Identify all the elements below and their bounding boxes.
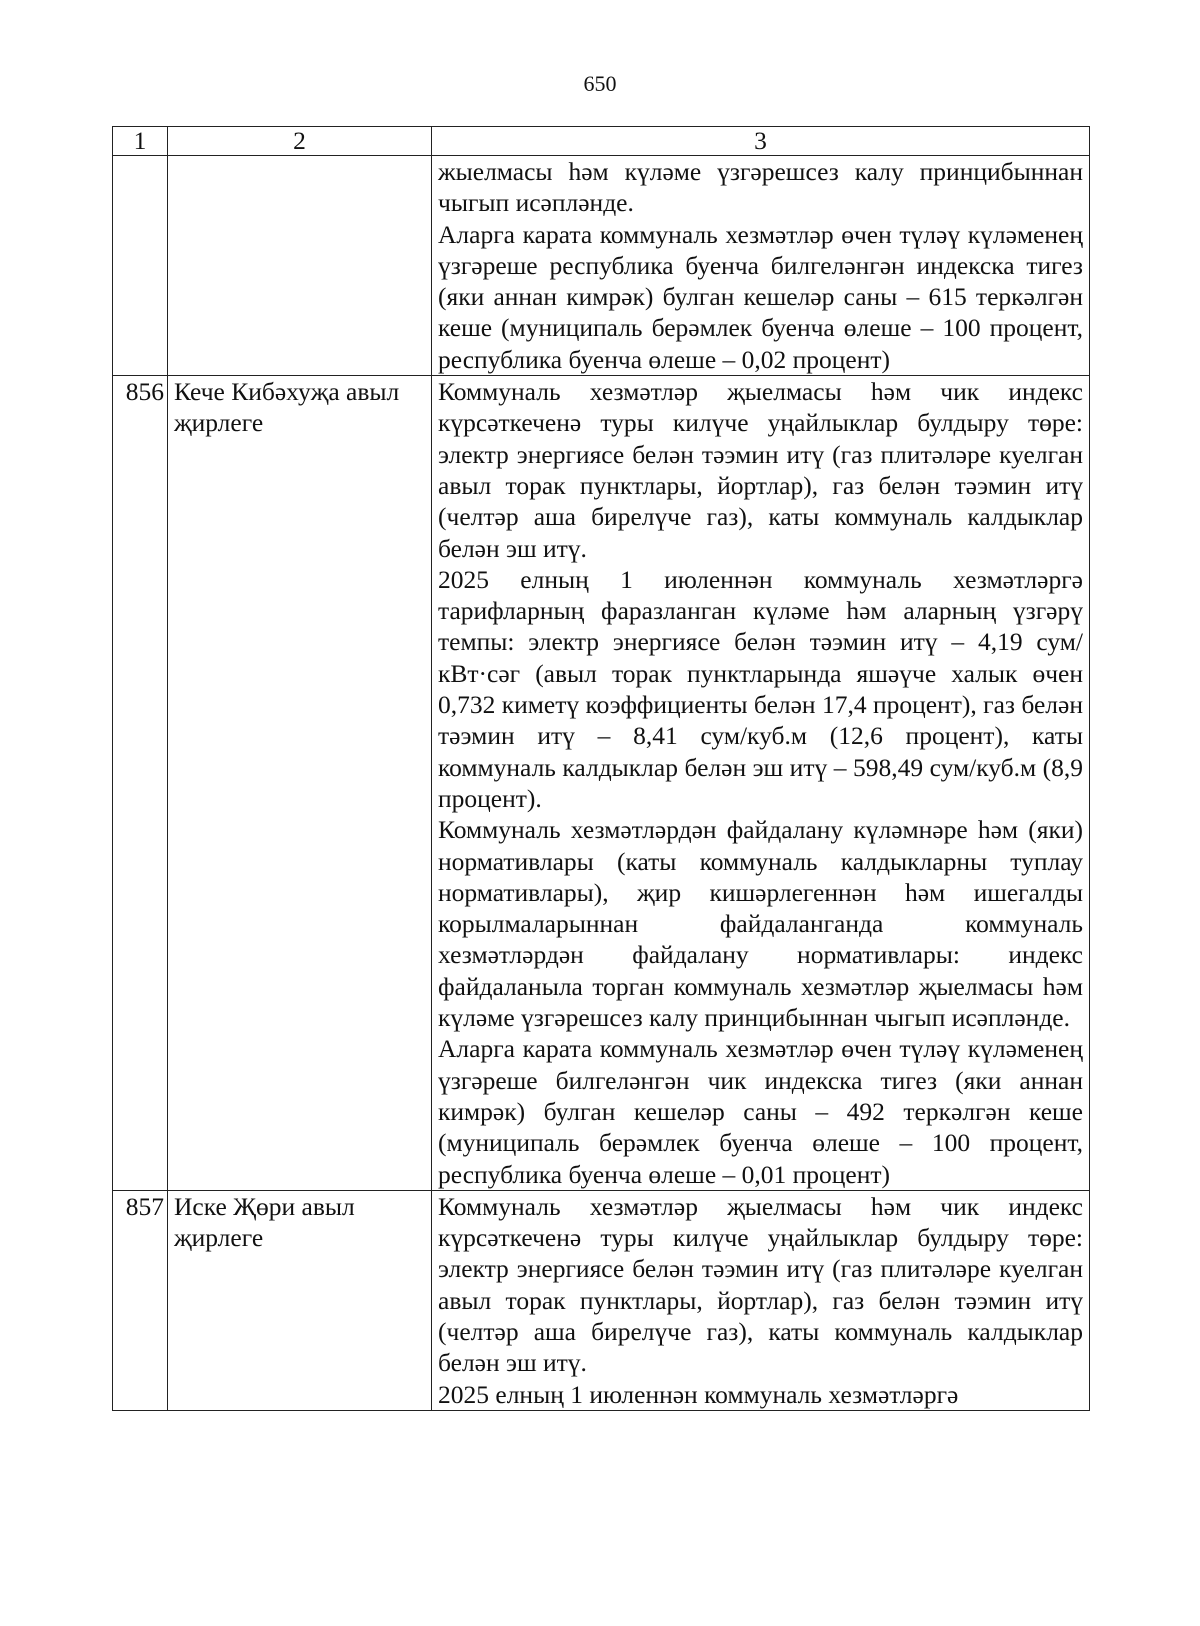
table-header-row <box>113 127 1090 156</box>
row-number: 857 <box>113 1190 168 1410</box>
settlement-name: Кече Кибәхуҗа авыл җирлеге <box>168 376 432 1191</box>
row-description <box>432 1190 1090 1410</box>
description-paragraph: Аларга карата коммуналь хезмәтләр өчен түләү күләменең үзгәреше республика буенча билгеләнгән индекска тигез (яки аннан кимрәк) булган кешеләр саны – 615 теркәлгән кеше (муниципаль берәмлек буенча өлеше – 100 процент, республика буенча өлеше – 0,02 процент) <box>438 219 1083 374</box>
settlement-name: Иске Җөри авыл җирлеге <box>168 1190 432 1410</box>
description-paragraph: Коммуналь хезмәтләрдән файдалану күләмнәре һәм (яки) нормативлары (каты коммуналь калдыкларны туплау нормативлары), җир кишәрлегеннән һәм ишегалды корылмаларыннан файдаланганда коммуналь хезмәтләрдән файдалану нормативлары: индекс файдаланыла торган коммуналь хезмәтләр җыелмасы һәм күләме үзгәрешсез калу принцибыннан чыгып исәпләнде. <box>438 815 1083 1033</box>
column-header-number: 1 <box>113 127 168 156</box>
table-row <box>113 156 1090 376</box>
column-header-name: 2 <box>168 127 432 156</box>
row-description <box>432 156 1090 376</box>
description-paragraph: 2025 елның 1 июленнән коммуналь хезмәтләргә тарифларның фаразланган күләме һәм аларның үзгәрү темпы: электр энергиясе белән тәэмин итү – 4,19 сум/кВт·сәг (авыл торак пунктларында яшәүче халык өчен 0,732 киметү коэффициенты белән 17,4 процент), газ белән тәэмин итү – 8,41 сум/куб.м (12,6 процент), каты коммуналь калдыклар белән эш итү – 598,49 сум/куб.м (8,9 процент). <box>438 564 1083 813</box>
description-paragraph: Коммуналь хезмәтләр җыелмасы һәм чик индекс күрсәткеченә туры килүче уңайлыклар булдыру төре: электр энергиясе белән тәэмин итү (газ плитәләре куелган авыл торак пунктлары, йортлар), газ белән тәэмин итү (челтәр аша бирелүче газ), каты коммуналь калдыклар белән эш итү. <box>438 1191 1083 1378</box>
table-row <box>113 1190 1090 1410</box>
description-paragraph: Коммуналь хезмәтләр җыелмасы һәм чик индекс күрсәткеченә туры килүче уңайлыклар булдыру төре: электр энергиясе белән тәэмин итү (газ плитәләре куелган авыл торак пунктлары, йортлар), газ белән тәэмин итү (челтәр аша бирелүче газ), каты коммуналь калдыклар белән эш итү. <box>438 377 1083 563</box>
row-description <box>432 376 1090 1191</box>
page-number: 650 <box>583 71 617 96</box>
column-header-description: 3 <box>432 127 1090 156</box>
settlement-table <box>112 126 1090 1411</box>
description-paragraph: жыелмасы һәм күләме үзгәрешсез калу принцибыннан чыгып исәпләнде. <box>438 157 1083 218</box>
row-number <box>113 156 168 376</box>
settlement-name <box>168 156 432 376</box>
row-number: 856 <box>113 376 168 1191</box>
table-row <box>113 376 1090 1191</box>
description-paragraph: 2025 елның 1 июленнән коммуналь хезмәтләргә <box>438 1379 959 1409</box>
description-paragraph: Аларга карата коммуналь хезмәтләр өчен түләү күләменең үзгәреше билгеләнгән чик индекска тигез (яки аннан кимрәк) булган кешеләр саны – 492 теркәлгән кеше (муниципаль берәмлек буенча өлеше – 100 процент, республика буенча өлеше – 0,01 процент) <box>438 1034 1083 1189</box>
